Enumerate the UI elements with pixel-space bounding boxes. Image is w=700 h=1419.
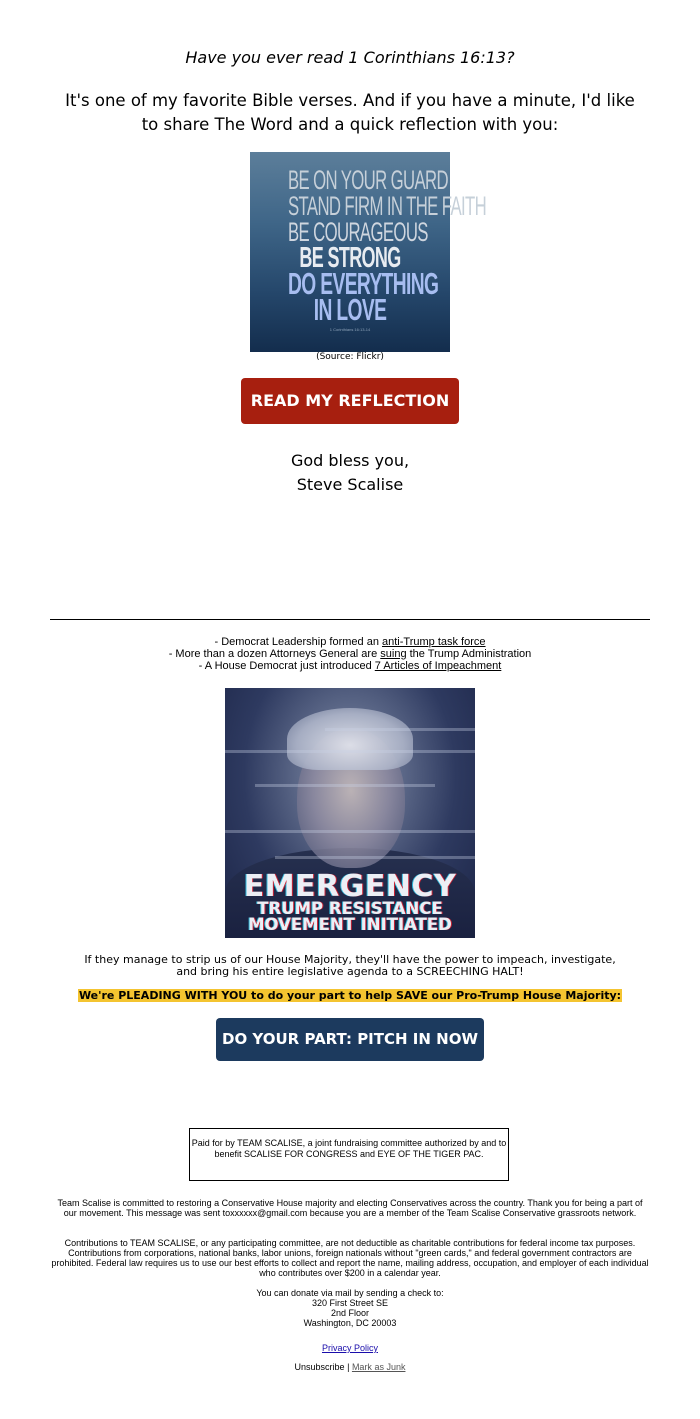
glitch-line [255,784,435,787]
emergency-image[interactable] [225,688,475,938]
glitch-line [325,728,475,731]
sign-off [0,449,700,497]
verse-line: BE ON YOUR GUARD [288,165,448,195]
pleading-text [0,989,700,1002]
articles-of-impeachment-link[interactable]: 7 Articles of Impeachment [374,660,502,672]
mark-as-junk-link[interactable]: Mark as Junk [351,1362,406,1372]
intro-paragraph: It's one of my favorite Bible verses. And if you have a minute, I'd like to share The Word and a quick reflection with you: [65,91,635,134]
glitch-line [275,856,475,859]
news-bullets [0,636,700,672]
verse-reference: 1 Corinthians 16:13-14 [329,327,371,332]
address-line: Washington, DC 20003 [303,1318,397,1328]
bullet-item [0,648,700,660]
image-source-caption: (Source: Flickr) [316,352,384,362]
privacy-row [50,1343,650,1353]
separator: | [347,1362,350,1372]
glitch-line [225,830,475,833]
verse-line: STAND FIRM IN THE FAITH [288,191,487,221]
emergency-subline-2: MOVEMENT INITIATED [248,915,452,934]
pleading-highlight: We're PLEADING WITH YOU to do your part to help SAVE our Pro-Trump House Majority: [78,989,622,1002]
contributions-text: Contributions to TEAM SCALISE, or any participating committee, are not deductible as charitable contributions for federal income tax purposes. Contributions from corporations, national banks, labor unions, foreign nationals without "green cards," and federal government contractors are prohibited. Federal law requires us to use our best efforts to collect and report the name, mailing address, occupation, and employer of each individual who contributes over $200 in a calendar year. [51,1238,649,1278]
read-reflection-button[interactable]: READ MY REFLECTION [241,378,459,424]
intro-question: Have you ever read 1 Corinthians 16:13? [185,48,515,67]
emergency-subline-1: TRUMP RESISTANCE [257,899,443,918]
sign-off-greeting: God bless you, [290,451,410,470]
bullet-text: the Trump Administration [406,648,532,660]
glitch-line [225,750,475,753]
verse-line: IN LOVE [313,292,387,327]
suing-link[interactable]: suing [380,648,407,660]
bullet-item [0,660,700,672]
mail-intro: You can donate via mail by sending a check to: [256,1288,444,1298]
verse-line: BE COURAGEOUS [288,217,428,247]
verse-line: BE STRONG [299,242,401,274]
unsubscribe-row [50,1362,650,1372]
verse-line: DO EVERYTHING [288,266,439,301]
sign-off-name: Steve Scalise [296,475,404,494]
divider [50,619,650,620]
verse-image[interactable] [250,152,487,352]
pitch-in-button[interactable]: DO YOUR PART: PITCH IN NOW [216,1018,484,1061]
bullet-text: - Democrat Leadership formed an [214,636,382,648]
verse-lines [250,165,487,327]
privacy-policy-link[interactable]: Privacy Policy [321,1343,378,1353]
address-line: 2nd Floor [330,1308,370,1318]
address-line: 320 First Street SE [311,1298,389,1308]
bullet-text: - More than a dozen Attorneys General are [168,648,381,660]
commitment-text: Team Scalise is committed to restoring a Conservative House majority and electing Conservatives across the country. Thank you for being a part of our movement. This message was sent toxxxxxx@gmail.com because you are a member of the Team Scalise Conservative grassroots network. [57,1198,643,1218]
majority-warning-text: If they manage to strip us of our House Majority, they'll have the power to impeach, investigate, and bring his entire legislative agenda to a SCREECHING HALT! [84,953,616,978]
bullet-item [0,636,700,648]
paid-for-disclaimer: Paid for by TEAM SCALISE, a joint fundraising committee authorized by and to benefit SCALISE FOR CONGRESS and EYE OF THE TIGER PAC. [189,1128,509,1181]
bullet-text: - A House Democrat just introduced [198,660,375,672]
portrait-hair [287,708,413,770]
anti-trump-task-force-link[interactable]: anti-Trump task force [382,636,486,648]
unsubscribe-text[interactable]: Unsubscribe [294,1362,345,1372]
emergency-headline: EMERGENCY [243,869,457,904]
mailing-address [50,1288,650,1328]
